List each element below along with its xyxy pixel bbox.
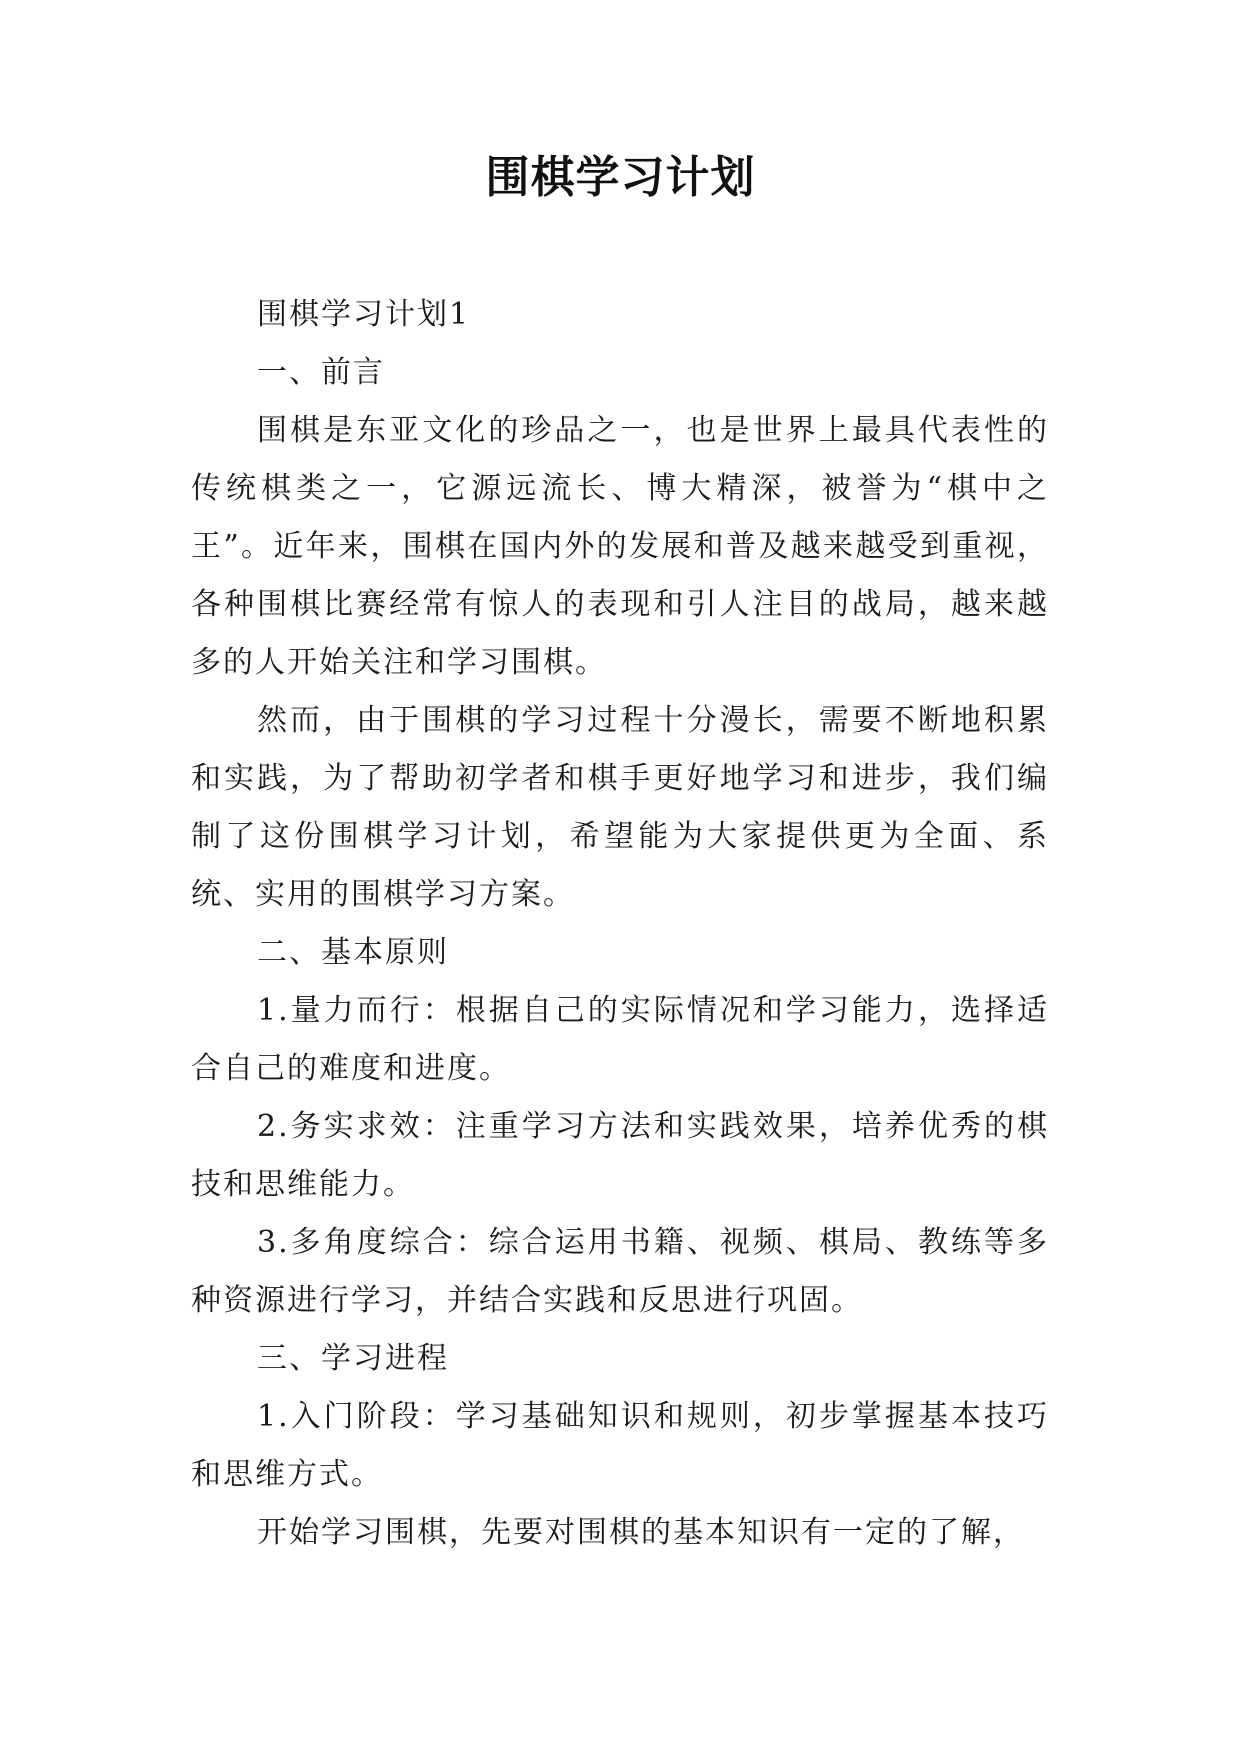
document-title: 围棋学习计划 [485, 152, 756, 203]
heading-principles: 二、基本原则 [257, 935, 449, 970]
heading-preface: 一、前言 [257, 355, 385, 390]
paragraph-intro: 围棋是东亚文化的珍品之一，也是世界上最具代表性的传统棋类之一，它源远流长、博大精深，被誉为“棋中之王”。近年来，围棋在国内外的发展和普及越来越受到重视，各种围棋比赛经常有惊人的表现和引人注目的战局，越来越多的人开始关注和学习围棋。 [191, 413, 1049, 680]
progress-item-1: 1.入门阶段：学习基础知识和规则，初步掌握基本技巧和思维方式。 [191, 1399, 1049, 1492]
principle-item-3: 3.多角度综合：综合运用书籍、视频、棋局、教练等多种资源进行学习，并结合实践和反思进行巩固。 [191, 1225, 1049, 1318]
document-body [191, 286, 1049, 1562]
principle-item-1: 1.量力而行：根据自己的实际情况和学习能力，选择适合自己的难度和进度。 [191, 993, 1049, 1086]
paragraph-purpose: 然而，由于围棋的学习过程十分漫长，需要不断地积累和实践，为了帮助初学者和棋手更好地学习和进步，我们编制了这份围棋学习计划，希望能为大家提供更为全面、系统、实用的围棋学习方案。 [191, 703, 1049, 912]
paragraph-beginner: 开始学习围棋，先要对围棋的基本知识有一定的了解， [257, 1515, 1025, 1550]
section-subtitle: 围棋学习计划1 [257, 297, 471, 332]
principle-item-2: 2.务实求效：注重学习方法和实践效果，培养优秀的棋技和思维能力。 [191, 1109, 1049, 1202]
heading-progress: 三、学习进程 [257, 1341, 449, 1376]
